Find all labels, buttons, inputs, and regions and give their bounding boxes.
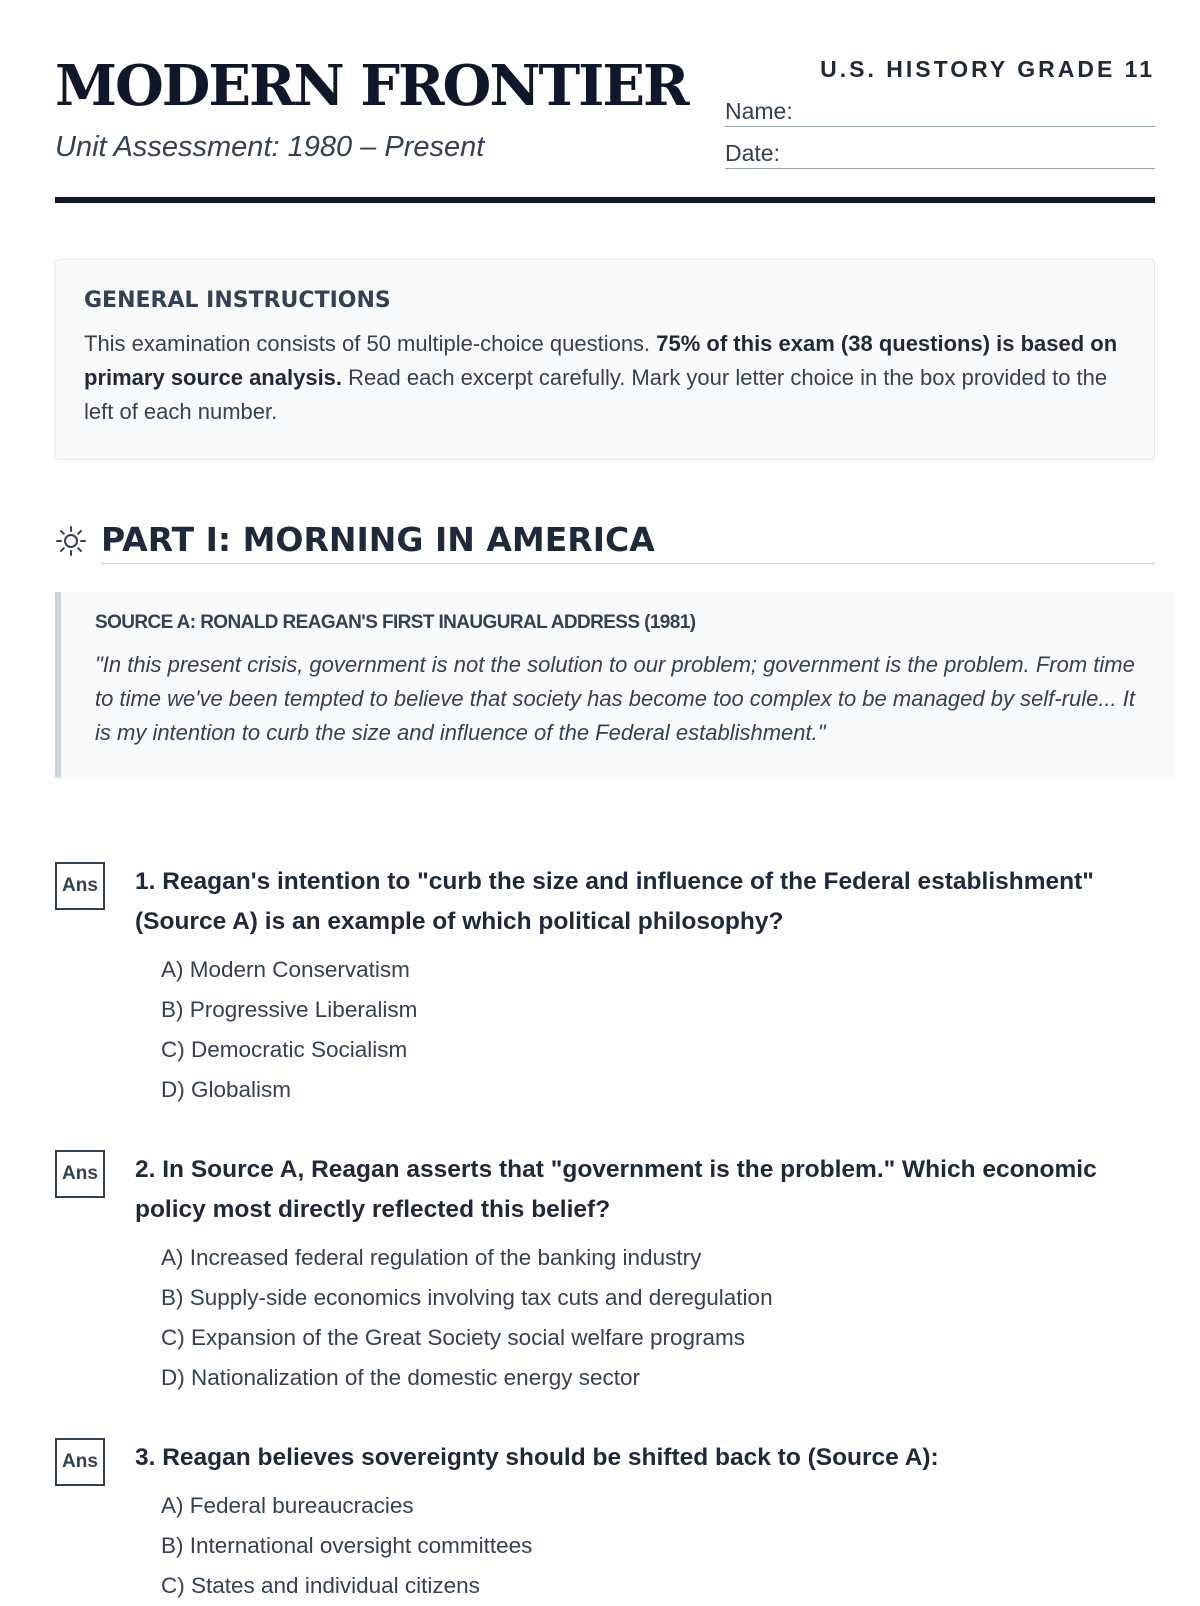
sun-icon xyxy=(55,525,87,557)
option-item: B) International oversight committees xyxy=(161,1533,533,1558)
question-text: 1. Reagan's intention to "curb the size and influence of the Federal establishment" (Source A) is an example of which political philosophy? xyxy=(135,868,1094,935)
option-item: A) Increased federal regulation of the banking industry xyxy=(161,1245,702,1270)
instructions-heading: GENERAL INSTRUCTIONS xyxy=(84,288,391,313)
name-field[interactable] xyxy=(725,96,1155,127)
instructions-text-2: Read each excerpt carefully. Mark your letter choice in the box provided to the left of each number. xyxy=(84,365,1108,424)
part-heading xyxy=(55,518,1155,566)
option-item: B) Supply-side economics involving tax cuts and deregulation xyxy=(161,1285,773,1310)
option-list xyxy=(161,1486,1155,1606)
answer-box[interactable]: Ans xyxy=(55,1150,105,1198)
instructions-text-bold: 75% of this exam (38 questions) is based on primary source analysis. xyxy=(84,331,1118,390)
date-label: Date: xyxy=(725,140,780,166)
option-item: D) Nationalization of the domestic energy sector xyxy=(161,1365,640,1390)
instructions-box xyxy=(55,259,1155,460)
source-box xyxy=(55,592,1175,778)
question-text: 3. Reagan believes sovereignty should be shifted back to (Source A): xyxy=(135,1444,939,1471)
option-item: A) Modern Conservatism xyxy=(161,957,410,982)
option-item: A) Federal bureaucracies xyxy=(161,1493,414,1518)
header-divider xyxy=(55,197,1155,203)
date-field[interactable] xyxy=(725,138,1155,169)
exam-header xyxy=(55,0,1155,205)
exam-page xyxy=(55,0,1155,1598)
instructions-text xyxy=(84,327,1126,429)
question-3 xyxy=(55,1438,1155,1606)
option-list xyxy=(161,1238,1155,1398)
option-list xyxy=(161,950,1155,1110)
grade-label: U.S. HISTORY GRADE 11 xyxy=(820,56,1155,82)
question-text: 2. In Source A, Reagan asserts that "government is the problem." Which economic policy most directly reflected this belief? xyxy=(135,1156,1097,1223)
instructions-text-1: This examination consists of 50 multiple-choice questions. xyxy=(84,331,657,356)
option-item: C) States and individual citizens xyxy=(161,1573,480,1598)
source-label: SOURCE A: RONALD REAGAN'S FIRST INAUGURAL ADDRESS (1981) xyxy=(95,612,696,633)
question-1 xyxy=(55,862,1155,1110)
answer-box[interactable]: Ans xyxy=(55,1438,105,1486)
exam-subtitle: Unit Assessment: 1980 – Present xyxy=(55,131,485,163)
option-item: B) Progressive Liberalism xyxy=(161,997,418,1022)
name-label: Name: xyxy=(725,98,793,124)
question-2 xyxy=(55,1150,1155,1398)
answer-box[interactable]: Ans xyxy=(55,862,105,910)
option-item: D) Globalism xyxy=(161,1077,292,1102)
option-item: C) Expansion of the Great Society social welfare programs xyxy=(161,1325,746,1350)
source-quote: "In this present crisis, government is not the solution to our problem; government is the problem. From time to time we've been tempted to believe that society has become too complex to be managed by self-rule... It is my intention to curb the size and influence of the Federal establishment." xyxy=(95,652,1135,745)
exam-title: MODERN FRONTIER xyxy=(55,53,688,119)
option-item: C) Democratic Socialism xyxy=(161,1037,408,1062)
part-title: PART I: MORNING IN AMERICA xyxy=(101,518,1155,564)
